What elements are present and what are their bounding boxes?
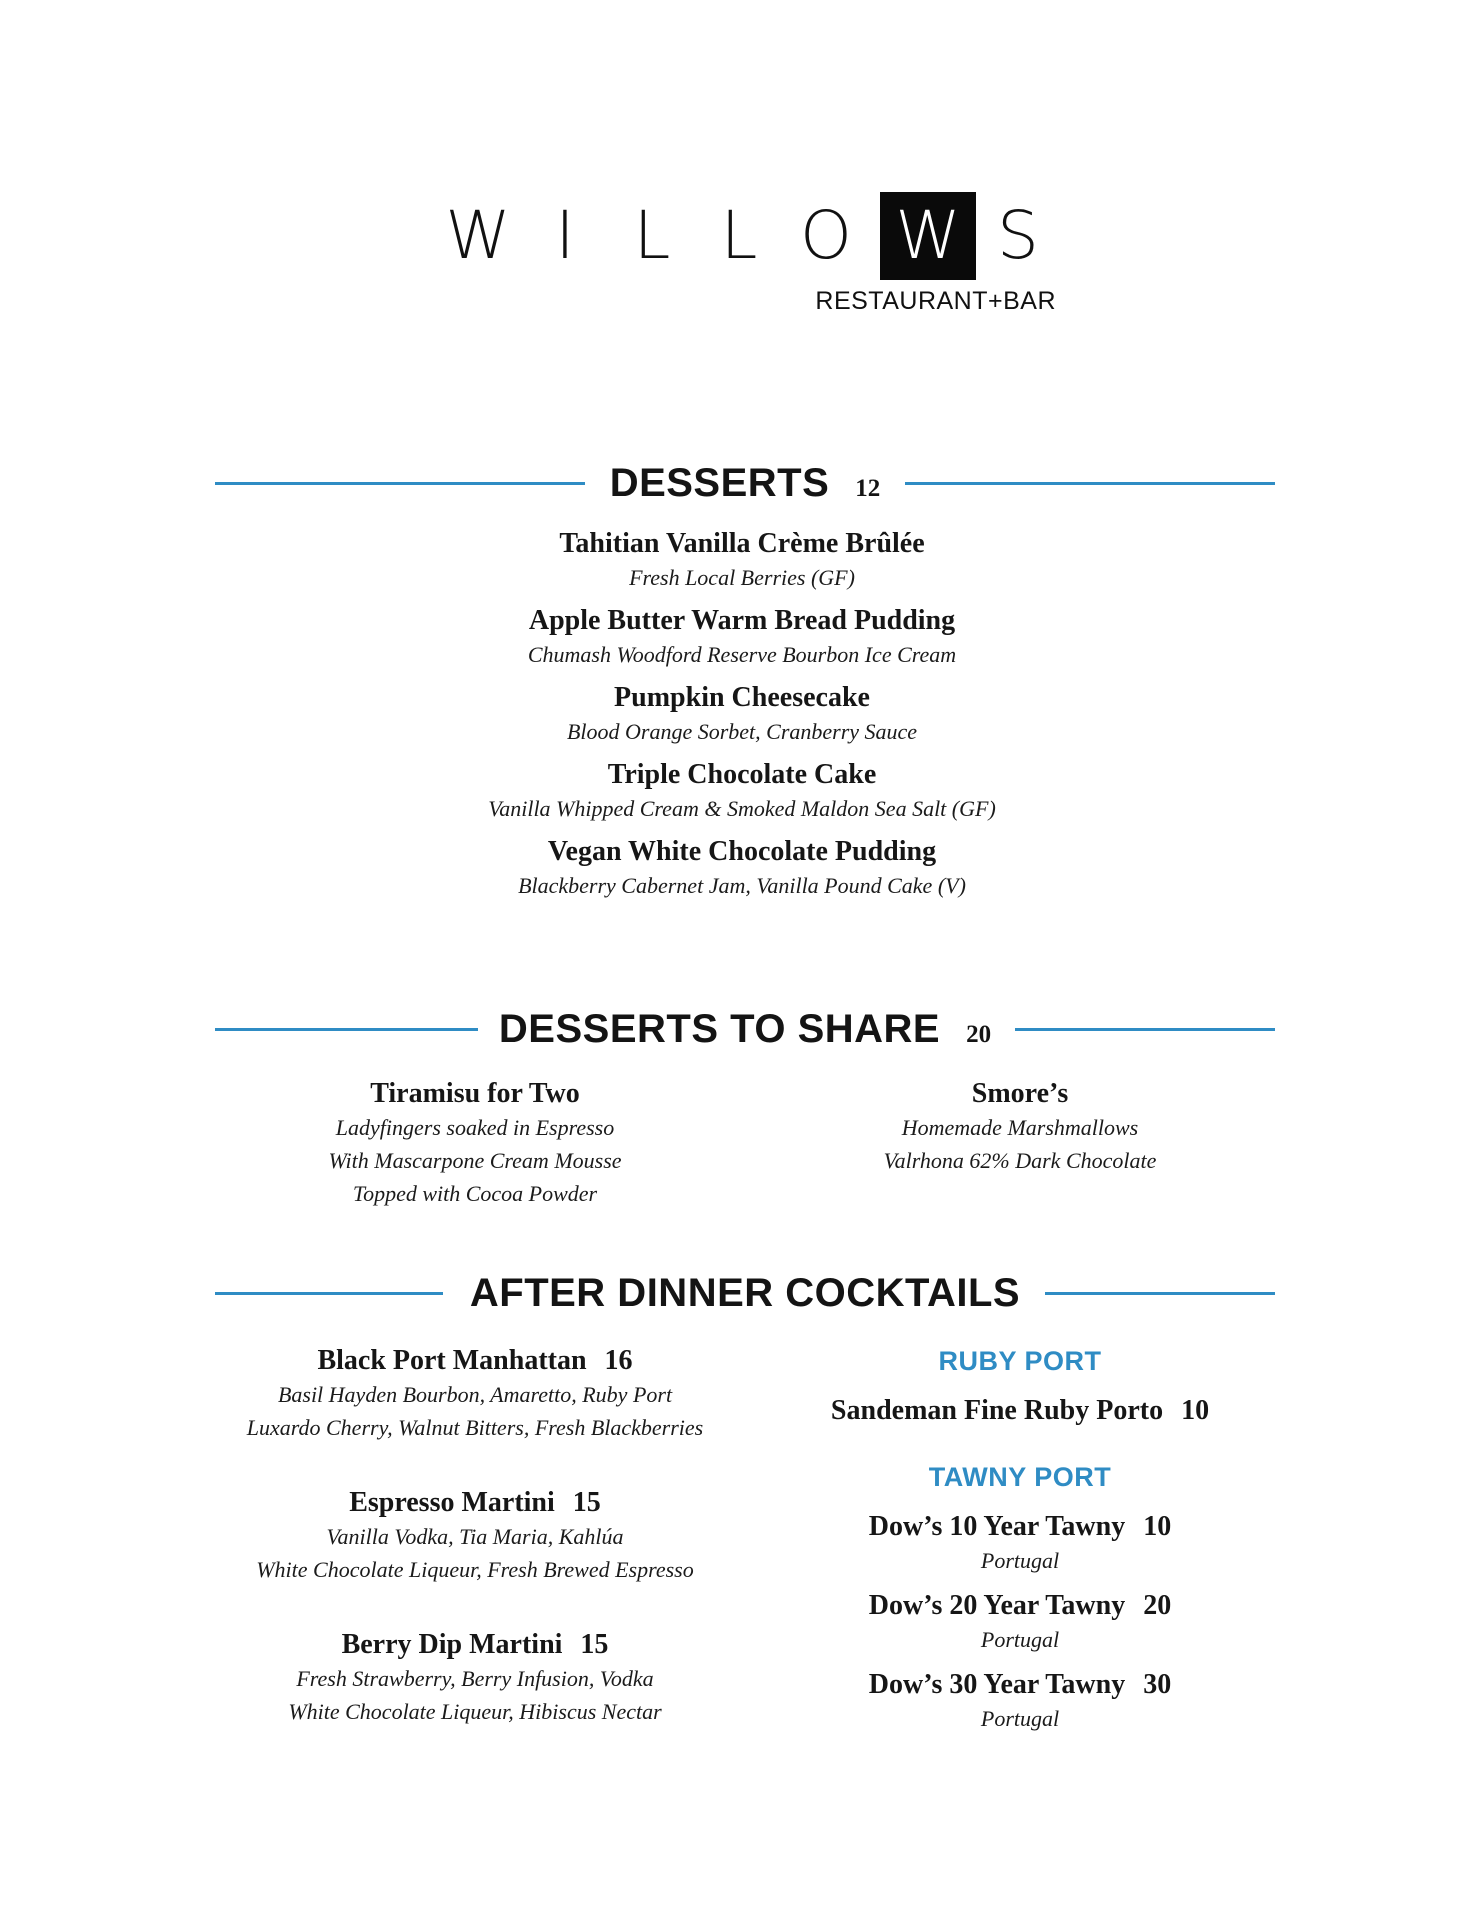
item-name: Sandeman Fine Ruby Porto	[830, 1395, 1164, 1426]
menu-item	[760, 1510, 1280, 1577]
section-title: AFTER DINNER COCKTAILS	[469, 1271, 1021, 1315]
item-description: Fresh Strawberry, Berry Infusion, Vodka	[296, 1666, 654, 1691]
item-price: 16	[604, 1345, 633, 1376]
menu-item	[300, 604, 1184, 671]
logo-letter: O	[800, 197, 852, 274]
menu-item	[760, 1589, 1280, 1656]
item-name: Apple Butter Warm Bread Pudding	[528, 605, 956, 636]
item-name: Pumpkin Cheesecake	[614, 682, 870, 713]
item-description: Portugal	[980, 1627, 1060, 1652]
item-name-line	[215, 1344, 735, 1378]
logo-letter: S	[997, 197, 1039, 274]
section-price: 12	[855, 475, 881, 502]
item-description: Ladyfingers soaked in Espresso	[335, 1115, 615, 1140]
item-name: Tahitian Vanilla Crème Brûlée	[559, 528, 925, 559]
item-price: 10	[1181, 1395, 1210, 1426]
item-name: Berry Dip Martini	[341, 1629, 563, 1660]
item-price: 15	[572, 1487, 601, 1518]
cocktails-list	[215, 1344, 735, 1728]
item-description: Valrhona 62% Dark Chocolate	[883, 1148, 1157, 1173]
item-description: Portugal	[980, 1548, 1060, 1573]
item-description: Blood Orange Sorbet, Cranberry Sauce	[566, 719, 918, 744]
logo-letter: L	[633, 197, 671, 274]
share-item-right	[760, 1077, 1280, 1177]
menu-item	[300, 681, 1184, 748]
tawny-port-heading: TAWNY PORT	[928, 1462, 1112, 1492]
item-name: Smore’s	[971, 1078, 1069, 1109]
section-title-text: DESSERTS	[609, 461, 830, 505]
desserts-header	[215, 458, 1275, 508]
restaurant-logo	[0, 0, 1484, 340]
item-price: 20	[1143, 1590, 1172, 1621]
cocktails-header	[215, 1268, 1275, 1318]
item-name-line	[215, 1486, 735, 1520]
section-price: 20	[966, 1021, 992, 1048]
item-description: Fresh Local Berries (GF)	[629, 565, 855, 590]
item-name-line	[760, 1589, 1280, 1623]
menu-item	[300, 835, 1184, 902]
menu-item	[300, 758, 1184, 825]
item-description: Chumash Woodford Reserve Bourbon Ice Cream	[527, 642, 957, 667]
item-name: Tiramisu for Two	[370, 1078, 580, 1109]
section-title-text: DESSERTS TO SHARE	[498, 1007, 941, 1051]
section-title	[215, 1004, 1275, 1060]
section-title	[215, 458, 1275, 514]
item-name: Espresso Martini	[349, 1487, 555, 1518]
logo-letter-boxed: W	[880, 192, 976, 280]
logo-letter: L	[720, 197, 758, 274]
desserts-list	[300, 527, 1184, 902]
item-name: Triple Chocolate Cake	[607, 759, 877, 790]
item-description: Portugal	[980, 1706, 1060, 1731]
item-description: Luxardo Cherry, Walnut Bitters, Fresh Blackberries	[246, 1415, 704, 1440]
menu-item	[760, 1668, 1280, 1735]
item-description: White Chocolate Liqueur, Fresh Brewed Espresso	[256, 1557, 694, 1582]
item-name-line	[760, 1394, 1280, 1428]
port-list	[760, 1344, 1280, 1735]
logo-subtitle: RESTAURANT+BAR	[815, 287, 1056, 315]
item-name-line	[760, 1668, 1280, 1702]
item-name-line	[215, 1628, 735, 1662]
item-name: Vegan White Chocolate Pudding	[547, 836, 937, 867]
item-description: Vanilla Vodka, Tia Maria, Kahlúa	[326, 1524, 624, 1549]
item-price: 15	[580, 1629, 609, 1660]
share-item-left	[215, 1077, 735, 1210]
menu-item	[215, 1628, 735, 1728]
logo-wordmark	[430, 192, 1060, 280]
item-description: Homemade Marshmallows	[901, 1115, 1139, 1140]
item-description: Topped with Cocoa Powder	[352, 1181, 598, 1206]
item-description: Basil Hayden Bourbon, Amaretto, Ruby Port	[277, 1382, 673, 1407]
item-name: Black Port Manhattan	[317, 1345, 587, 1376]
item-description: Vanilla Whipped Cream & Smoked Maldon Sea Salt (GF)	[488, 796, 996, 821]
item-name: Dow’s 10 Year Tawny	[868, 1511, 1126, 1542]
item-price: 10	[1143, 1511, 1172, 1542]
ruby-port-heading: RUBY PORT	[938, 1346, 1102, 1376]
menu-item	[215, 1486, 735, 1586]
menu-item	[300, 527, 1184, 594]
item-description: With Mascarpone Cream Mousse	[328, 1148, 622, 1173]
share-header	[215, 1004, 1275, 1054]
item-name-line	[760, 1510, 1280, 1544]
item-name: Dow’s 20 Year Tawny	[868, 1590, 1126, 1621]
item-name: Dow’s 30 Year Tawny	[868, 1669, 1126, 1700]
menu-item	[215, 1344, 735, 1444]
item-description: Blackberry Cabernet Jam, Vanilla Pound Cake (V)	[518, 873, 966, 898]
item-price: 30	[1143, 1669, 1172, 1700]
item-description: White Chocolate Liqueur, Hibiscus Nectar	[288, 1699, 662, 1724]
logo-letter: I	[555, 197, 575, 274]
logo-letter: W	[445, 197, 511, 274]
